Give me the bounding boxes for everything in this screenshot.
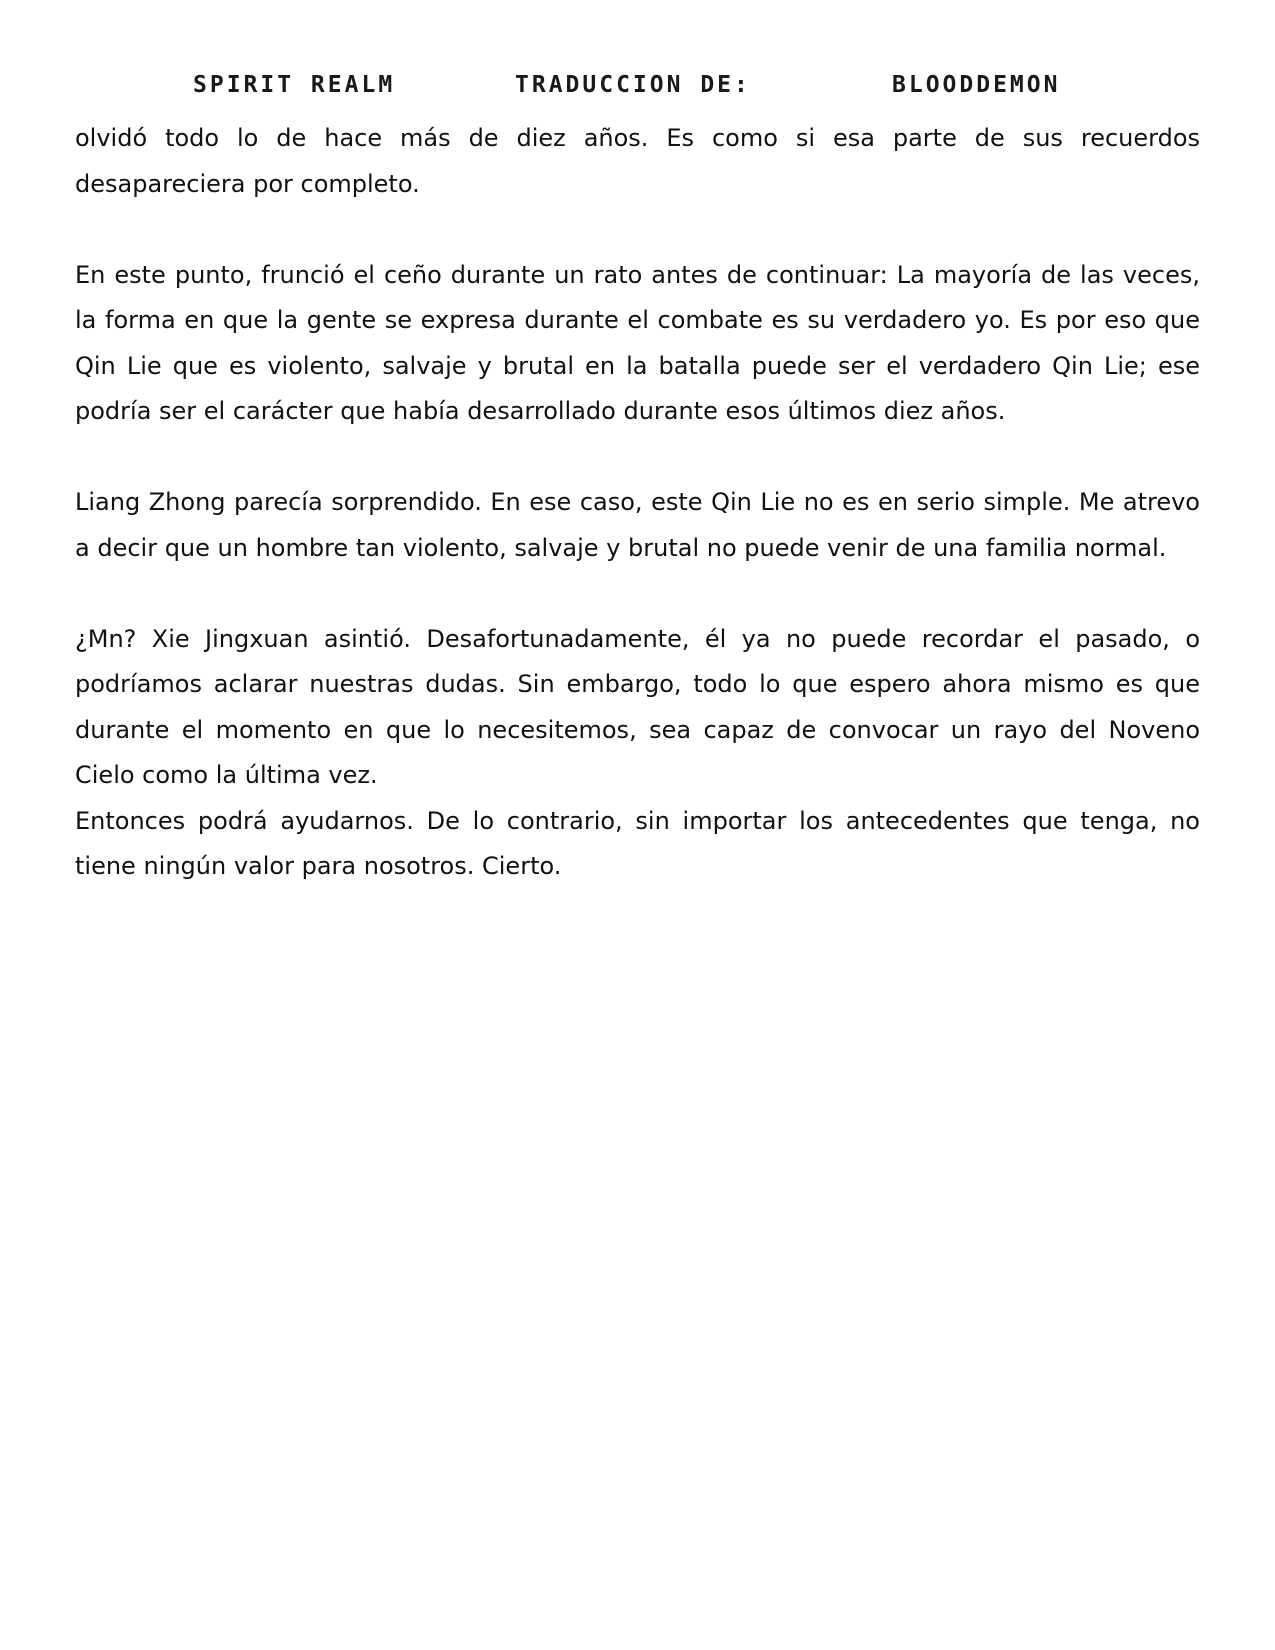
document-body xyxy=(75,116,1200,935)
header-translation-label: TRADUCCION DE: xyxy=(515,72,751,98)
paragraph: Entonces podrá ayudarnos. De lo contrario, sin importar los antecedentes que tenga, no tiene ningún valor para nosotros. Cierto. xyxy=(75,806,1200,880)
page-header xyxy=(0,72,1275,108)
paragraph: olvidó todo lo de hace más de diez años. Es como si esa parte de sus recuerdos desapareciera por completo. xyxy=(75,124,1200,198)
paragraph: En este punto, frunció el ceño durante un rato antes de continuar: La mayoría de las veces, la forma en que la gente se expresa durante el combate es su verdadero yo. Es por eso que Qin Lie que es violento, salvaje y brutal en la batalla puede ser el verdadero Qin Lie; ese podría ser el carácter que había desarrollado durante esos últimos diez años. xyxy=(75,260,1200,425)
paragraph: ¿Mn? Xie Jingxuan asintió. Desafortunadamente, él ya no puede recordar el pasado, o podríamos aclarar nuestras dudas. Sin embargo, todo lo que espero ahora mismo es que durante el momento en que lo necesitemos, sea capaz de convocar un rayo del Noveno Cielo como la última vez. xyxy=(75,624,1200,789)
header-series-title: SPIRIT REALM xyxy=(193,72,396,98)
header-translator-name: BLOODDEMON xyxy=(892,72,1061,98)
paragraph: Liang Zhong parecía sorprendido. En ese caso, este Qin Lie no es en serio simple. Me atrevo a decir que un hombre tan violento, salvaje y brutal no puede venir de una familia normal. xyxy=(75,488,1200,562)
